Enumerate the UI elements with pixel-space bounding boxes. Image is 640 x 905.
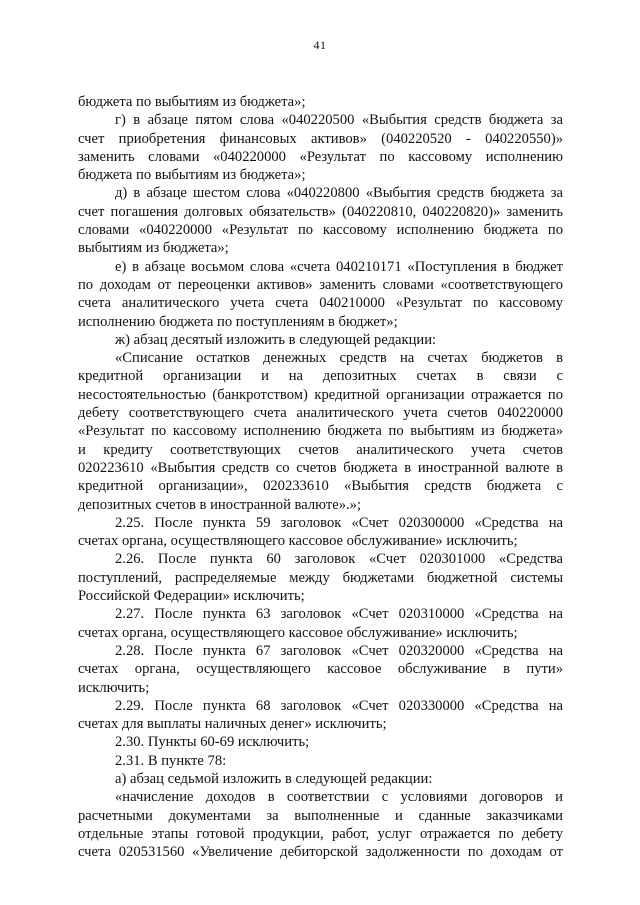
text-line: счетах органа, осуществляющего кассовое обслуживание в пути» xyxy=(78,661,563,678)
text-line: г) в абзаце пятом слова «040220500 «Выбытия средств бюджета за xyxy=(115,112,563,129)
text-line: «Результат по кассовому исполнению бюджета по выбытиям из бюджета» xyxy=(78,423,563,440)
text-line: словами «040220000 «Результат по кассовому исполнению бюджета по xyxy=(78,222,563,239)
text-line: счета 020531560 «Увеличение дебиторской задолженности по доходам от xyxy=(78,844,563,861)
text-line: отдельные этапы готовой продукции, работ, услуг отражается по дебету xyxy=(78,825,563,842)
text-line: счет приобретения финансовых активов» (040220520 - 040220550)» xyxy=(78,130,563,147)
text-line: несостоятельностью (банкротством) кредитной организации отражается по xyxy=(78,386,563,403)
text-line: ж) абзац десятый изложить в следующей редакции: xyxy=(115,331,437,348)
text-line: по доходам от переоценки активов» заменить словами «соответствующего xyxy=(78,276,563,293)
text-line: счетах органа, осуществляющего кассовое обслуживание» исключить; xyxy=(78,624,518,641)
text-line: счетах органа, осуществляющего кассовое обслуживание» исключить; xyxy=(78,533,518,550)
text-line: депозитных счетов в иностранной валюте».»; xyxy=(78,496,361,513)
text-line: кредитной организации и на депозитных счетах в связи с xyxy=(78,368,563,385)
text-line: бюджета по выбытиям из бюджета»; xyxy=(78,94,306,110)
text-line: е) в абзаце восьмом слова «счета 040210171 «Поступления в бюджет xyxy=(115,258,563,275)
text-line: бюджета по выбытиям из бюджета»; xyxy=(78,167,306,184)
text-line: 2.29. После пункта 68 заголовок «Счет 020330000 «Средства на xyxy=(115,697,563,714)
document-text xyxy=(78,93,563,861)
text-line: 2.25. После пункта 59 заголовок «Счет 020300000 «Средства на xyxy=(115,514,563,531)
text-line: 2.31. В пункте 78: xyxy=(115,752,227,769)
text-line: и кредиту соответствующих счетов аналитического учета счетов xyxy=(78,441,563,458)
text-line: заменить словами «040220000 «Результат по кассовому исполнению xyxy=(78,148,563,165)
text-line: 2.28. После пункта 67 заголовок «Счет 020320000 «Средства на xyxy=(115,642,563,659)
text-line: «Списание остатков денежных средств на счетах бюджетов в xyxy=(115,350,563,367)
text-line: а) абзац седьмой изложить в следующей редакции: xyxy=(115,770,433,787)
text-line: 2.30. Пункты 60-69 исключить; xyxy=(115,734,310,751)
page-number: 41 xyxy=(313,38,327,52)
text-line: дебету соответствующего счета аналитического учета счетов 040220000 xyxy=(78,405,563,422)
text-line: исполнению бюджета по поступлениям в бюджет»; xyxy=(78,313,398,330)
text-line: 020223610 «Выбытия средств со счетов бюджета в иностранной валюте в xyxy=(78,459,563,476)
text-line: д) в абзаце шестом слова «040220800 «Выбытия средств бюджета за xyxy=(115,185,563,202)
text-line: исключить; xyxy=(78,679,150,696)
text-line: кредитной организации», 020233610 «Выбытия средств бюджета с xyxy=(78,478,563,495)
text-line: поступлений, распределяемые между бюджетами бюджетной системы xyxy=(78,569,563,586)
text-line: Российской Федерации» исключить; xyxy=(78,588,305,605)
text-line: «начисление доходов в соответствии с условиями договоров и xyxy=(115,789,563,806)
text-line: расчетными документами за выполненные и сданные заказчиками xyxy=(78,807,563,824)
text-line: выбытиям из бюджета»; xyxy=(78,240,229,257)
text-line: счета аналитического учета счета 040210000 «Результат по кассовому xyxy=(78,295,563,312)
text-line: счетах для выплаты наличных денег» исключить; xyxy=(78,716,387,733)
text-line: 2.27. После пункта 63 заголовок «Счет 020310000 «Средства на xyxy=(115,606,563,623)
text-line: счет погашения долговых обязательств» (040220810, 040220820)» заменить xyxy=(78,203,563,220)
text-line: 2.26. После пункта 60 заголовок «Счет 020301000 «Средства xyxy=(115,551,563,568)
